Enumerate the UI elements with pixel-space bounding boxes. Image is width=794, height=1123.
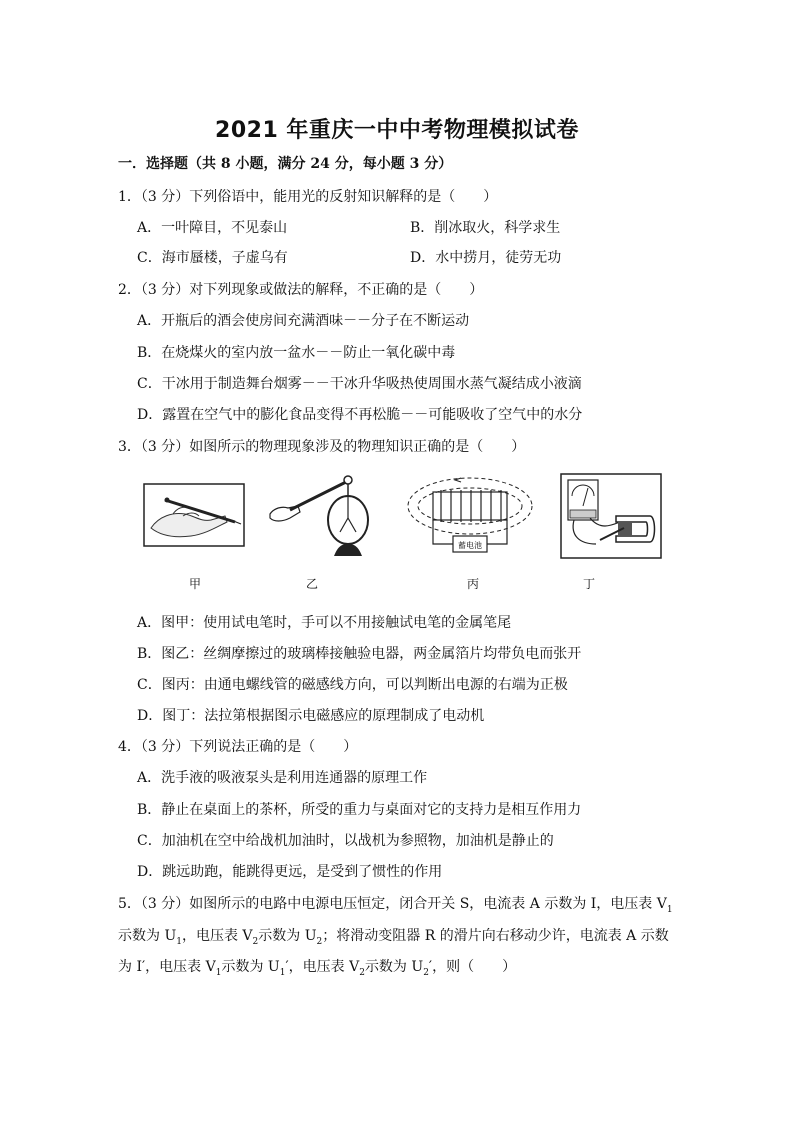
figure-jia-test-pen: [143, 470, 245, 550]
figure-caption-bing: 丙: [467, 577, 480, 591]
battery-label: 蓄电池: [458, 541, 482, 550]
question-3-option-b: B．图乙：丝绸摩擦过的玻璃棒接触验电器，两金属箔片均带负电而张开: [137, 646, 582, 662]
question-5-line-1: 5．（3 分）如图所示的电路中电源电压恒定，闭合开关 S，电流表 A 示数为 I，电压表 $V_1$: [118, 896, 673, 915]
figure-caption-ding: 丁: [583, 577, 596, 591]
figure-yi-electroscope: [268, 470, 378, 562]
question-3-option-d: D．图丁：法拉第根据图示电磁感应的原理制成了电动机: [137, 708, 485, 724]
question-5-line-3: 为 I′，电压表 $V_1$示数为 $U_1'$，电压表 $V_2$示数为 $U_2'$，则（ ）: [118, 959, 517, 978]
question-2-option-b: B．在烧煤火的室内放一盆水－－防止一氧化碳中毒: [137, 345, 456, 361]
figure-bing-solenoid: [405, 470, 535, 562]
figure-ding-galvanometer: [560, 470, 662, 560]
question-2-option-d: D．露置在空气中的膨化食品变得不再松脆－－可能吸收了空气中的水分: [137, 407, 583, 423]
question-2-stem: 2．（3 分）对下列现象或做法的解释，不正确的是（ ）: [118, 282, 484, 298]
question-1-stem: 1．（3 分）下列俗语中，能用光的反射知识解释的是（ ）: [118, 189, 498, 205]
figure-caption-jia: 甲: [189, 577, 202, 591]
question-1-option-a: A．一叶障目，不见泰山: [137, 220, 288, 236]
question-3-option-a: A．图甲：使用试电笔时，手可以不用接触试电笔的金属笔尾: [137, 615, 512, 631]
section-heading: 一．选择题（共 8 小题，满分 24 分，每小题 3 分）: [118, 156, 453, 172]
question-4-option-a: A．洗手液的吸液泵头是利用连通器的原理工作: [137, 770, 428, 786]
question-3-option-c: C．图丙：由通电螺线管的磁感线方向，可以判断出电源的右端为正极: [137, 677, 568, 693]
question-2-option-c: C．干冰用于制造舞台烟雾－－干冰升华吸热使周围水蒸气凝结成小液滴: [137, 376, 582, 392]
question-1-option-b: B．削冰取火，科学求生: [410, 220, 561, 236]
question-5-line-2: 示数为 $U_1$，电压表 $V_2$示数为 $U_2$；将滑动变阻器 R 的滑片向右移动少许，电流表 A 示数: [118, 928, 669, 947]
question-4-option-d: D．跳远助跑，能跳得更远，是受到了惯性的作用: [137, 864, 443, 880]
question-4-option-c: C．加油机在空中给战机加油时，以战机为参照物，加油机是静止的: [137, 833, 554, 849]
question-4-stem: 4．（3 分）下列说法正确的是（ ）: [118, 739, 358, 755]
question-4-option-b: B．静止在桌面上的茶杯，所受的重力与桌面对它的支持力是相互作用力: [137, 802, 582, 818]
page-title: 2021 年重庆一中中考物理模拟试卷: [215, 118, 579, 143]
question-2-option-a: A．开瓶后的酒会使房间充满酒味－－分子在不断运动: [137, 313, 470, 329]
question-1-option-c: C．海市蜃楼，子虚乌有: [137, 250, 288, 266]
figure-caption-yi: 乙: [306, 577, 319, 591]
question-3-stem: 3．（3 分）如图所示的物理现象涉及的物理知识正确的是（ ）: [118, 439, 526, 455]
question-1-option-d: D．水中捞月，徒劳无功: [410, 250, 562, 266]
